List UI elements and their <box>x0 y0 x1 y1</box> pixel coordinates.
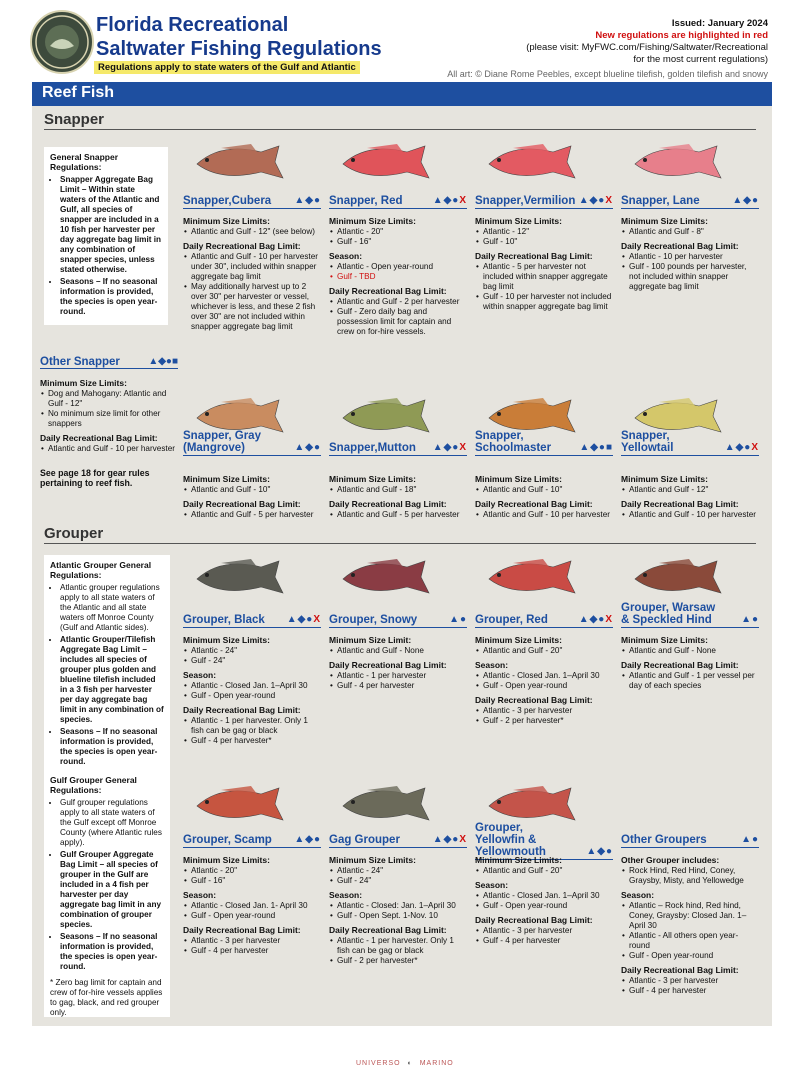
min-size-item: • Atlantic - 24" <box>337 866 467 876</box>
min-size-item: • Atlantic - 12" <box>483 227 613 237</box>
species-name-text: Grouper, Scamp <box>183 834 272 846</box>
other-snapper-min-item: • No minimum size limit for other snappers <box>48 409 178 429</box>
bag-limit-item: • Atlantic and Gulf - 10 per harvester under 30", included within snapper aggregate bag limit <box>191 252 321 282</box>
issued-date: Issued: January 2024 <box>671 18 768 29</box>
species-name-text: Snapper, Schoolmaster <box>475 430 552 454</box>
gulf-grouper-item: • Gulf grouper regulations apply to all state waters of the Gulf except off Monroe County (where Atlantic rules apply). <box>60 798 164 848</box>
min-size-item: • Gulf - 16" <box>337 237 467 247</box>
region-symbols <box>732 195 759 207</box>
atlantic-grouper-item: • Atlantic Grouper/Tilefish Aggregate Bag Limit – includes all species of grouper plus golden and blueline tilefish included in a 3 fish per harvester per day aggregate bag limit in any combination of species. <box>60 635 164 725</box>
other-snapper-min-item: • Dog and Mahogany: Atlantic and Gulf - 12" <box>48 389 178 409</box>
season-label: Season: <box>475 880 509 890</box>
bag-limit-item: • Atlantic - 3 per harvester <box>191 936 321 946</box>
species-name <box>183 834 321 848</box>
fish-illustration <box>483 780 583 828</box>
species-regulations <box>183 212 321 332</box>
bag-limit-label: Daily Recreational Bag Limit: <box>183 241 301 251</box>
min-size-label: Minimum Size Limits: <box>183 855 270 865</box>
region-symbol-glyphs: ▲● <box>741 834 759 845</box>
species-name-text: Grouper, Yellowfin & Yellowmouth <box>475 822 546 858</box>
fish-illustration <box>483 138 583 186</box>
region-symbol-glyphs: ▲◆● <box>294 442 321 453</box>
species-name <box>475 195 613 209</box>
fwc-seal-logo <box>30 10 94 74</box>
bag-limit-label: Daily Recreational Bag Limit: <box>621 965 739 975</box>
species-name <box>329 442 467 456</box>
closure-x-mark: X <box>751 442 759 453</box>
bag-limit-item: • Atlantic - 5 per harvester not included within snapper aggregate bag limit <box>483 262 613 292</box>
bag-limit-item: • Gulf - 4 per harvester <box>483 936 613 946</box>
min-size-item: • Atlantic - 20" <box>191 866 321 876</box>
season-item: • Gulf - Open year-round <box>191 691 321 701</box>
region-symbols <box>433 442 467 454</box>
min-size-item: • Gulf - 24" <box>191 656 321 666</box>
region-symbol-glyphs: ▲◆● <box>578 614 606 625</box>
closure-x-mark: X <box>459 195 467 206</box>
bag-limit-item: • Atlantic and Gulf - 2 per harvester <box>337 297 467 307</box>
other-snapper-card <box>40 374 178 488</box>
bag-limit-item: • Atlantic - 1 per harvester. Only 1 fish can be gag or black <box>337 936 467 956</box>
season-label: Season: <box>183 890 217 900</box>
species-regulations <box>621 212 759 292</box>
region-symbol-glyphs: ▲◆● <box>578 195 606 206</box>
bag-limit-item: • Atlantic - 3 per harvester <box>629 976 759 986</box>
grouper-heading: Grouper <box>44 525 104 542</box>
min-size-item: • Atlantic and Gulf - None <box>629 646 759 656</box>
season-item: • Atlantic - All others open year-round <box>629 931 759 951</box>
bag-limit-label: Daily Recreational Bag Limit: <box>183 925 301 935</box>
bag-limit-item: • Atlantic and Gulf - 10 per harvester <box>483 510 613 520</box>
min-size-label: Minimum Size Limits: <box>329 474 416 484</box>
other-snapper-name: Other Snapper <box>40 356 120 368</box>
other-snapper-symbols: ▲◆●■ <box>148 356 178 367</box>
new-regs-note: New regulations are highlighted in red <box>595 30 768 41</box>
footer-left: UNIVERSO <box>356 1060 401 1067</box>
other-snapper-bag-item: • Atlantic and Gulf - 10 per harvester <box>48 444 178 454</box>
region-symbols <box>449 614 467 626</box>
species-name-text: Grouper, Red <box>475 614 548 626</box>
closure-x-mark: X <box>313 614 321 625</box>
min-size-item: • Atlantic and Gulf - 10" <box>483 485 613 495</box>
species-name-text: Other Groupers <box>621 834 707 846</box>
species-name <box>621 834 759 848</box>
species-name <box>183 195 321 209</box>
min-size-item: • Atlantic and Gulf - 12" <box>629 485 759 495</box>
species-name-text: Snapper,Mutton <box>329 442 416 454</box>
species-regulations <box>183 851 321 956</box>
min-size-item: • Atlantic - 24" <box>191 646 321 656</box>
region-symbol-glyphs: ▲◆● <box>432 834 460 845</box>
min-size-item: • Atlantic and Gulf - None <box>337 646 467 656</box>
atlantic-grouper-item: • Atlantic grouper regulations apply to all state waters of the Atlantic and all state waters off Monroe County (Gulf and Atlantic sides). <box>60 583 164 633</box>
bag-limit-label: Daily Recreational Bag Limit: <box>183 705 301 715</box>
bag-limit-item: • Gulf - 100 pounds per harvester, not included within snapper aggregate bag limit <box>629 262 759 292</box>
season-item: • Gulf - TBD <box>337 272 467 282</box>
min-size-item: • Atlantic and Gulf - 10" <box>191 485 321 495</box>
fish-illustration <box>337 138 437 186</box>
bag-limit-item: • Atlantic and Gulf - 10 per harvester <box>629 510 759 520</box>
region-symbols <box>741 834 759 846</box>
season-item: • Atlantic - Open year-round <box>337 262 467 272</box>
min-size-label: Minimum Size Limits: <box>475 855 562 865</box>
species-name <box>475 430 613 456</box>
bag-limit-item: • Gulf - Zero daily bag and possession limit for captain and crew on for-hire vessels. <box>337 307 467 337</box>
grouper-general-note <box>44 555 170 1017</box>
other-snapper-bag-label: Daily Recreational Bag Limit: <box>40 433 158 443</box>
min-size-item: • Gulf - 24" <box>337 876 467 886</box>
bag-limit-label: Daily Recreational Bag Limit: <box>329 286 447 296</box>
page-title-line2: Saltwater Fishing Regulations <box>96 38 382 60</box>
season-label: Season: <box>329 251 363 261</box>
region-symbols <box>294 442 321 454</box>
min-size-label: Minimum Size Limits: <box>621 216 708 226</box>
region-symbol-glyphs: ▲◆● <box>724 442 752 453</box>
bag-limit-label: Daily Recreational Bag Limit: <box>329 660 447 670</box>
season-item: • Atlantic - Closed Jan. 1- April 30 <box>191 901 321 911</box>
art-credit-line1: All art: © Diane Rome Peebles, except blueline tilefish, golden tilefish and snowy <box>447 69 768 79</box>
region-symbol-glyphs: ▲◆● <box>294 834 321 845</box>
min-size-item: • Rock Hind, Red Hind, Coney, Graysby, Misty, and Yellowedge <box>629 866 759 886</box>
fish-illustration <box>483 553 583 601</box>
footer-right: MARINO <box>419 1060 454 1067</box>
fish-illustration <box>629 553 729 601</box>
reef-fish-bar <box>32 82 772 106</box>
bag-limit-label: Daily Recreational Bag Limit: <box>475 499 593 509</box>
bag-limit-label: Daily Recreational Bag Limit: <box>475 251 593 261</box>
closure-x-mark: X <box>459 834 467 845</box>
other-snapper-title <box>40 356 178 369</box>
bag-limit-item: • Gulf - 2 per harvester* <box>337 956 467 966</box>
species-regulations <box>329 470 467 520</box>
bag-limit-label: Daily Recreational Bag Limit: <box>183 499 301 509</box>
bag-limit-item: • Atlantic - 3 per harvester <box>483 926 613 936</box>
region-symbol-glyphs: ▲◆●■ <box>579 442 613 453</box>
species-regulations <box>183 631 321 746</box>
season-item: • Gulf - Open year-round <box>629 951 759 961</box>
region-symbols <box>741 614 759 626</box>
min-size-label: Other Grouper includes: <box>621 855 720 865</box>
bag-limit-label: Daily Recreational Bag Limit: <box>475 695 593 705</box>
region-symbol-glyphs: ▲◆● <box>732 195 759 206</box>
bag-limit-label: Daily Recreational Bag Limit: <box>475 915 593 925</box>
region-symbol-glyphs: ▲◆● <box>432 195 460 206</box>
bag-limit-label: Daily Recreational Bag Limit: <box>621 660 739 670</box>
min-size-item: • Atlantic and Gulf - 20" <box>483 646 613 656</box>
region-symbols <box>433 195 467 207</box>
min-size-label: Minimum Size Limits: <box>183 216 270 226</box>
species-name <box>183 430 321 456</box>
min-size-item: • Atlantic and Gulf - 18" <box>337 485 467 495</box>
season-item: • Gulf - Open year-round <box>191 911 321 921</box>
region-symbols <box>579 195 613 207</box>
gulf-grouper-item: • Seasons – If no seasonal information is provided, the species is open year-round. <box>60 932 164 972</box>
snapper-note-item: • Seasons – If no seasonal information is provided, the species is open year-round. <box>60 277 162 317</box>
min-size-label: Minimum Size Limits: <box>329 216 416 226</box>
page-title-line1: Florida Recreational <box>96 14 289 36</box>
footer-logo <box>356 1060 454 1067</box>
species-name-text: Snapper, Red <box>329 195 403 207</box>
bag-limit-item: • Gulf - 4 per harvester <box>629 986 759 996</box>
fish-illustration <box>191 780 291 828</box>
season-item: • Atlantic - Closed: Jan. 1–April 30 <box>337 901 467 911</box>
bag-limit-item: • Atlantic - 1 per harvester. Only 1 fish can be gag or black <box>191 716 321 736</box>
atlantic-grouper-item: • Seasons – If no seasonal information is provided, the species is open year-round. <box>60 727 164 767</box>
fish-illustration <box>337 553 437 601</box>
min-size-item: • Atlantic and Gulf - 20" <box>483 866 613 876</box>
bag-limit-item: • Gulf - 10 per harvester not included within snapper aggregate bag limit <box>483 292 613 312</box>
bag-limit-label: Daily Recreational Bag Limit: <box>621 241 739 251</box>
visit-line-2: for the most current regulations) <box>633 54 768 65</box>
snapper-heading-rule <box>44 129 756 130</box>
min-size-label: Minimum Size Limits: <box>183 474 270 484</box>
gear-rules-note: See page 18 for gear rules pertaining to reef fish. <box>40 468 150 488</box>
page-subtitle: Regulations apply to state waters of the Gulf and Atlantic <box>94 61 360 74</box>
min-size-item: • Gulf - 10" <box>483 237 613 247</box>
species-name-text: Snapper, Gray (Mangrove) <box>183 430 261 454</box>
species-regulations <box>621 851 759 996</box>
fish-illustration <box>191 138 291 186</box>
bag-limit-item: • Atlantic and Gulf - 1 per vessel per day of each species <box>629 671 759 691</box>
fish-illustration <box>337 780 437 828</box>
region-symbols <box>294 834 321 846</box>
species-name <box>329 834 467 848</box>
bag-limit-label: Daily Recreational Bag Limit: <box>329 925 447 935</box>
other-snapper-min-label: Minimum Size Limits: <box>40 378 127 388</box>
bag-limit-item: • Atlantic - 3 per harvester <box>483 706 613 716</box>
region-symbols <box>725 442 759 454</box>
region-symbol-glyphs: ▲● <box>741 614 759 625</box>
species-regulations <box>621 470 759 520</box>
bag-limit-item: • Gulf - 4 per harvester <box>191 946 321 956</box>
region-symbol-glyphs: ▲◆● <box>586 846 613 857</box>
grouper-heading-rule <box>44 543 756 544</box>
season-item: • Atlantic – Rock hind, Red hind, Coney, Graysby: Closed Jan. 1–April 30 <box>629 901 759 931</box>
min-size-label: Minimum Size Limits: <box>475 216 562 226</box>
species-regulations <box>475 470 613 520</box>
region-symbols <box>579 614 613 626</box>
grouper-footnote: * Zero bag limit for captain and crew of for-hire vessels applies to gag, black, and red grouper only. <box>50 978 163 1017</box>
species-name-text: Grouper, Snowy <box>329 614 418 626</box>
bag-limit-item: • May additionally harvest up to 2 over 30" per harvester or vessel, whichever is less, and these 2 fish over 30" are not included within snapper aggregate bag limit <box>191 282 321 332</box>
season-label: Season: <box>621 890 655 900</box>
snapper-note-item: • Snapper Aggregate Bag Limit – Within state waters of the Atlantic and Gulf, all species of snapper are included in a 10 fish per harvester per day aggregate bag limit in any combination of snapper species, unless stated otherwise. <box>60 175 162 275</box>
season-item: • Gulf - Open Sept. 1-Nov. 10 <box>337 911 467 921</box>
bag-limit-item: • Gulf - 4 per harvester <box>337 681 467 691</box>
region-symbol-glyphs: ▲● <box>449 614 467 625</box>
min-size-item: • Atlantic and Gulf - 8" <box>629 227 759 237</box>
min-size-item: • Atlantic - 20" <box>337 227 467 237</box>
season-label: Season: <box>329 890 363 900</box>
issue-info <box>526 18 768 66</box>
general-snapper-title: General Snapper Regulations: <box>50 152 119 172</box>
bag-limit-item: • Atlantic and Gulf - 5 per harvester <box>337 510 467 520</box>
bag-limit-item: • Atlantic - 10 per harvester <box>629 252 759 262</box>
region-symbols <box>579 442 613 454</box>
fish-illustration <box>337 392 437 440</box>
species-regulations <box>329 212 467 337</box>
min-size-label: Minimum Size Limits: <box>329 855 416 865</box>
species-regulations <box>475 631 613 726</box>
bag-limit-item: • Atlantic and Gulf - 5 per harvester <box>191 510 321 520</box>
species-name-text: Gag Grouper <box>329 834 400 846</box>
region-symbol-glyphs: ▲◆● <box>294 195 321 206</box>
region-symbols <box>287 614 321 626</box>
gulf-grouper-item: • Gulf Grouper Aggregate Bag Limit – all species of grouper in the Gulf are included in a 4 fish per harvester per day aggregate bag limit in any combination of grouper species. <box>60 850 164 930</box>
fish-illustration <box>629 138 729 186</box>
species-regulations <box>475 212 613 312</box>
closure-x-mark: X <box>605 614 613 625</box>
region-symbols <box>433 834 467 846</box>
species-name-text: Snapper,Vermilion <box>475 195 576 207</box>
species-name <box>329 195 467 209</box>
min-size-label: Minimum Size Limits: <box>475 635 562 645</box>
region-symbol-glyphs: ▲◆● <box>286 614 314 625</box>
region-symbol-glyphs: ▲◆● <box>432 442 460 453</box>
visit-line-1: (please visit: MyFWC.com/Fishing/Saltwater/Recreational <box>526 42 768 53</box>
species-regulations <box>329 851 467 966</box>
bag-limit-item: • Atlantic - 1 per harvester <box>337 671 467 681</box>
snapper-heading: Snapper <box>44 111 105 128</box>
species-name <box>621 195 759 209</box>
species-name-text: Snapper,Cubera <box>183 195 272 207</box>
species-regulations <box>183 470 321 520</box>
species-regulations <box>475 851 613 946</box>
season-label: Season: <box>183 670 217 680</box>
min-size-label: Minimum Size Limits: <box>621 474 708 484</box>
species-name-text: Grouper, Warsaw & Speckled Hind <box>621 602 716 626</box>
species-name <box>329 614 467 628</box>
season-item: • Atlantic - Closed Jan. 1–April 30 <box>191 681 321 691</box>
species-regulations <box>621 631 759 691</box>
footer-emblem-icon: ◐ <box>407 1060 413 1067</box>
species-name-text: Snapper, Yellowtail <box>621 430 674 454</box>
min-size-label: Minimum Size Limit: <box>329 635 412 645</box>
closure-x-mark: X <box>605 195 613 206</box>
min-size-label: Minimum Size Limits: <box>183 635 270 645</box>
season-item: • Gulf - Open year-round <box>483 901 613 911</box>
fish-illustration <box>191 553 291 601</box>
species-name <box>621 602 759 628</box>
min-size-item: • Gulf - 16" <box>191 876 321 886</box>
bag-limit-label: Daily Recreational Bag Limit: <box>621 499 739 509</box>
season-item: • Atlantic - Closed Jan. 1–April 30 <box>483 671 613 681</box>
min-size-label: Minimum Size Limits: <box>621 635 708 645</box>
reef-fish-title: Reef Fish <box>42 84 115 101</box>
species-name-text: Snapper, Lane <box>621 195 700 207</box>
min-size-item: • Atlantic and Gulf - 12" (see below) <box>191 227 321 237</box>
atlantic-grouper-title: Atlantic Grouper General Regulations: <box>50 560 152 580</box>
species-name <box>183 614 321 628</box>
season-label: Season: <box>475 660 509 670</box>
region-symbols <box>294 195 321 207</box>
species-regulations <box>329 631 467 691</box>
species-name <box>621 430 759 456</box>
gulf-grouper-title: Gulf Grouper General Regulations: <box>50 775 137 795</box>
season-item: • Gulf - Open year-round <box>483 681 613 691</box>
bag-limit-item: • Gulf - 2 per harvester* <box>483 716 613 726</box>
general-snapper-note <box>44 147 168 325</box>
bag-limit-label: Daily Recreational Bag Limit: <box>329 499 447 509</box>
species-name <box>475 614 613 628</box>
min-size-label: Minimum Size Limits: <box>475 474 562 484</box>
bag-limit-item: • Gulf - 4 per harvester* <box>191 736 321 746</box>
season-item: • Atlantic - Closed Jan. 1–April 30 <box>483 891 613 901</box>
species-name-text: Grouper, Black <box>183 614 265 626</box>
closure-x-mark: X <box>459 442 467 453</box>
